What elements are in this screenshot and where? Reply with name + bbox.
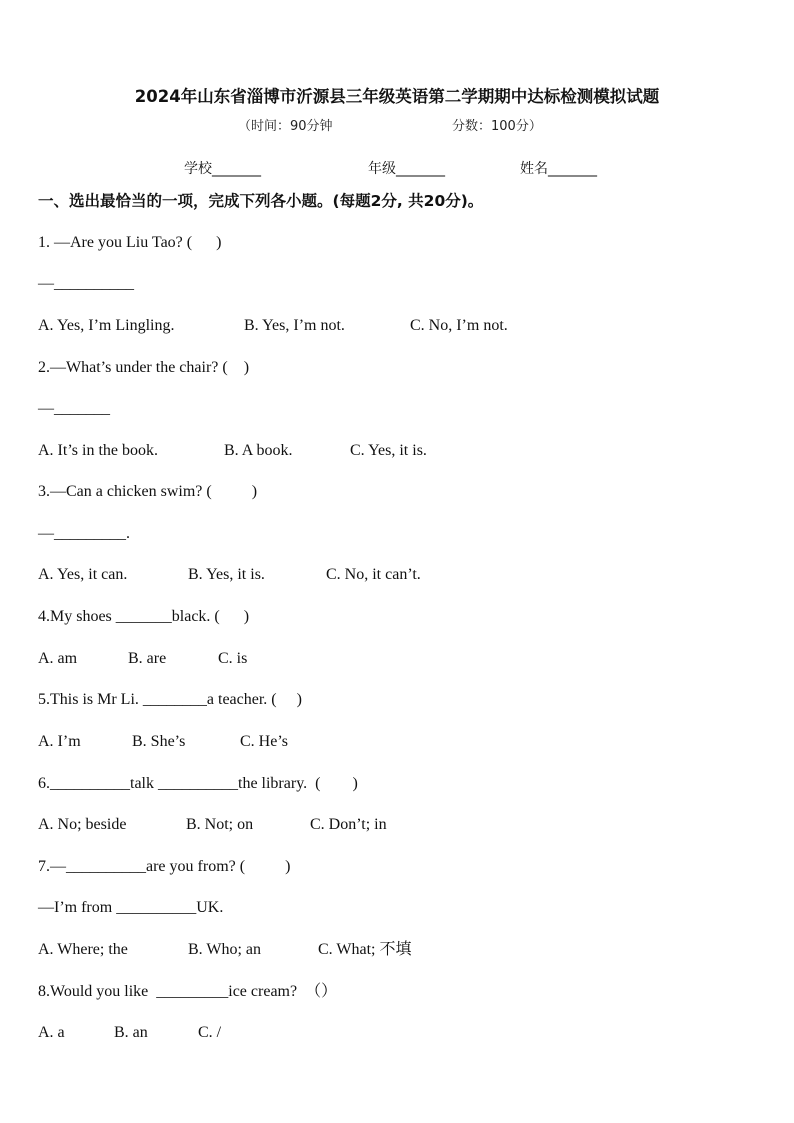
school-field[interactable]: 学校_______ [184, 161, 261, 177]
exam-title: 2024年山东省淄博市沂源县三年级英语第二学期期中达标检测模拟试题 [134, 87, 660, 106]
exam-time: （时间：90分钟 [238, 119, 333, 134]
question-7-answer: —I’m from __________UK. [38, 899, 224, 916]
question-5-option-a[interactable]: A. I’m [38, 733, 81, 750]
question-5-option-c[interactable]: C. He’s [240, 733, 288, 750]
question-4-option-a[interactable]: A. am [38, 650, 78, 667]
question-7-option-b[interactable]: B. Who; an [188, 941, 262, 958]
question-5-option-b[interactable]: B. She’s [132, 733, 186, 750]
question-7-option-a[interactable]: A. Where; the [38, 941, 128, 958]
question-7-option-c[interactable]: C. What; 不填 [318, 941, 412, 958]
grade-field[interactable]: 年级_______ [368, 161, 445, 177]
question-7-stem: 7.—__________are you from? ( ) [38, 858, 291, 875]
question-4-stem: 4.My shoes _______black. ( ) [38, 608, 250, 625]
question-8-stem: 8.Would you like _________ice cream? （） [38, 983, 338, 1000]
question-6-option-c[interactable]: C. Don’t; in [310, 816, 387, 833]
section-heading: 一、选出最恰当的一项，完成下列各小题。(每题2分, 共20分)。 [38, 192, 484, 210]
question-2-option-b[interactable]: B. A book. [224, 442, 293, 459]
question-3-option-a[interactable]: A. Yes, it can. [38, 566, 128, 583]
question-1-option-c[interactable]: C. No, I’m not. [410, 317, 508, 334]
question-6-option-b[interactable]: B. Not; on [186, 816, 254, 833]
question-1-option-a[interactable]: A. Yes, I’m Lingling. [38, 317, 175, 334]
question-2-stem: 2.—What’s under the chair? ( ) [38, 359, 250, 376]
question-3-option-b[interactable]: B. Yes, it is. [188, 566, 265, 583]
question-2-option-c[interactable]: C. Yes, it is. [350, 442, 427, 459]
question-3-option-c[interactable]: C. No, it can’t. [326, 566, 421, 583]
question-2-option-a[interactable]: A. It’s in the book. [38, 442, 158, 459]
question-8-option-a[interactable]: A. a [38, 1024, 65, 1041]
exam-score: 分数：100分） [452, 119, 542, 134]
question-1-answer: —__________ [38, 275, 134, 292]
question-6-stem: 6.__________talk __________the library. ( ) [38, 775, 358, 792]
question-8-option-b[interactable]: B. an [114, 1024, 148, 1041]
question-8-option-c[interactable]: C. / [198, 1024, 222, 1041]
question-3-stem: 3.—Can a chicken swim? ( ) [38, 483, 258, 500]
question-2-answer: —_______ [38, 400, 110, 417]
question-6-option-a[interactable]: A. No; beside [38, 816, 127, 833]
question-4-option-b[interactable]: B. are [128, 650, 167, 667]
question-1-option-b[interactable]: B. Yes, I’m not. [244, 317, 345, 334]
name-field[interactable]: 姓名_______ [520, 161, 597, 177]
question-1-stem: 1. —Are you Liu Tao? ( ) [38, 234, 222, 251]
question-3-answer: —_________. [38, 525, 130, 542]
question-4-option-c[interactable]: C. is [218, 650, 248, 667]
question-5-stem: 5.This is Mr Li. ________a teacher. ( ) [38, 691, 302, 708]
